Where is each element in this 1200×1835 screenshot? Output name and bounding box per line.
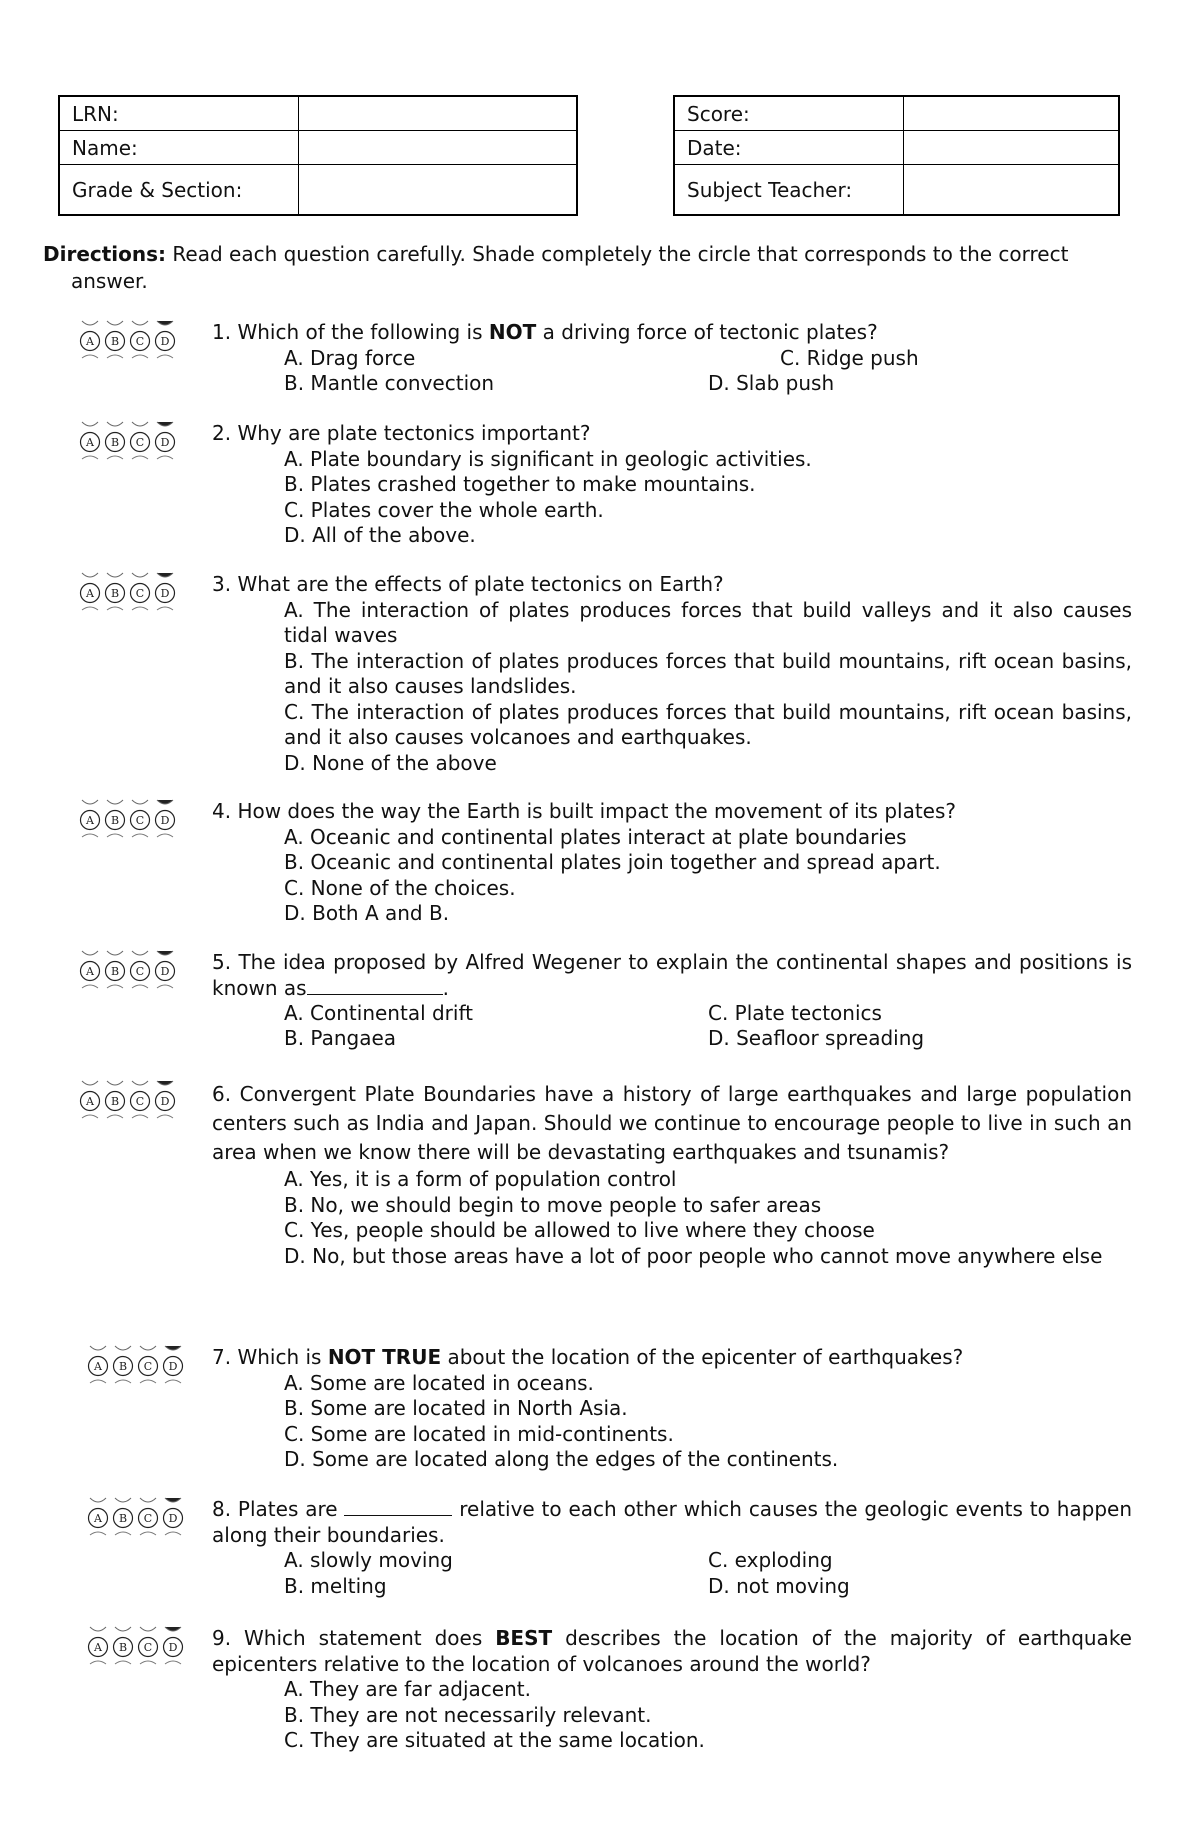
- grade-section-field[interactable]: [299, 165, 578, 216]
- answer-bubbles: [78, 1078, 178, 1128]
- bubble-letter: B: [118, 1360, 128, 1373]
- bleed-through-mark: [132, 1115, 148, 1118]
- bleed-through-mark: [165, 1498, 181, 1502]
- bleed-through-mark: [82, 355, 98, 358]
- bubble-letter: C: [135, 965, 145, 978]
- bleed-through-mark: [90, 1346, 106, 1350]
- option-a: A. Oceanic and continental plates interact at plate boundaries: [284, 824, 907, 849]
- bleed-through-mark: [82, 1081, 98, 1085]
- answer-bubble-c[interactable]: [131, 584, 150, 603]
- bleed-through-mark: [157, 456, 173, 459]
- bleed-through-mark: [107, 422, 123, 426]
- directions: [43, 241, 1163, 295]
- answer-bubble-b[interactable]: [106, 811, 125, 830]
- bleed-through-mark: [107, 355, 123, 358]
- bubble-letter: B: [110, 965, 120, 978]
- bleed-through-mark: [165, 1627, 181, 1631]
- bleed-through-mark: [140, 1346, 156, 1350]
- option-b: B. Plates crashed together to make mountains.: [284, 472, 756, 496]
- answer-bubbles: [78, 797, 178, 847]
- options: [212, 598, 1132, 777]
- answer-bubble-d[interactable]: [156, 332, 175, 351]
- bubble-letter: D: [160, 965, 170, 978]
- answer-bubbles: [78, 570, 178, 620]
- option-a: A. slowly moving: [284, 1548, 453, 1572]
- bleed-through-mark: [165, 1661, 181, 1664]
- bleed-through-mark: [132, 951, 148, 955]
- subject-teacher-label: Subject Teacher:: [674, 165, 904, 216]
- option-a: A. Plate boundary is significant in geologic activities.: [284, 446, 812, 471]
- options: [212, 1677, 1132, 1754]
- option-b: B. melting: [284, 1574, 387, 1598]
- options: [212, 1371, 1132, 1473]
- bleed-through-mark: [115, 1627, 131, 1631]
- option-d: D. None of the above: [284, 750, 497, 775]
- bleed-through-mark: [165, 1532, 181, 1535]
- lrn-field[interactable]: [299, 96, 578, 131]
- bleed-through-mark: [107, 1081, 123, 1085]
- bleed-through-mark: [157, 985, 173, 988]
- bleed-through-mark: [132, 800, 148, 804]
- bleed-through-mark: [157, 355, 173, 358]
- bubble-letter: C: [143, 1641, 153, 1654]
- option-c: C. Some are located in mid-continents.: [284, 1421, 674, 1446]
- answer-bubble-b[interactable]: [106, 1092, 125, 1111]
- score-label: Score:: [674, 96, 904, 131]
- bleed-through-mark: [82, 422, 98, 426]
- bubble-letter: C: [135, 587, 145, 600]
- bleed-through-mark: [90, 1498, 106, 1502]
- bubble-letter: C: [143, 1360, 153, 1373]
- options: [212, 825, 1132, 927]
- answer-bubble-b[interactable]: [114, 1357, 133, 1376]
- bubble-row: [78, 318, 178, 368]
- bleed-through-mark: [90, 1380, 106, 1383]
- option-d: D. All of the above.: [284, 523, 476, 547]
- bleed-through-mark: [132, 456, 148, 459]
- bleed-through-mark: [157, 1081, 173, 1085]
- answer-bubble-d[interactable]: [156, 584, 175, 603]
- option-d: D. No, but those areas have a lot of poor people who cannot move anywhere else: [284, 1243, 1103, 1268]
- bleed-through-mark: [165, 1380, 181, 1383]
- answer-bubble-d[interactable]: [164, 1638, 183, 1657]
- bleed-through-mark: [140, 1498, 156, 1502]
- bleed-through-mark: [157, 800, 173, 804]
- option-d: D. Some are located along the edges of the continents.: [284, 1447, 839, 1471]
- options: [212, 447, 1132, 549]
- answer-bubble-a[interactable]: [81, 332, 100, 351]
- question-stem: 1. Which of the following is NOT a driving force of tectonic plates?: [212, 320, 878, 344]
- options: [212, 1548, 1132, 1599]
- option-a: A. Some are located in oceans.: [284, 1370, 594, 1395]
- bleed-through-mark: [140, 1532, 156, 1535]
- bubble-letter: A: [86, 335, 94, 348]
- bleed-through-mark: [140, 1380, 156, 1383]
- answer-bubbles: [86, 1495, 186, 1545]
- bleed-through-mark: [132, 422, 148, 426]
- bubble-row: [78, 797, 178, 847]
- option-d: D. Both A and B.: [284, 901, 450, 925]
- option-c: C. Plate tectonics: [708, 1001, 882, 1025]
- bleed-through-mark: [82, 573, 98, 577]
- name-field[interactable]: [299, 131, 578, 165]
- question-stem: 9. Which statement does BEST describes the location of the majority of earthquake epicenters relative to the location of volcanoes around the world?: [212, 1626, 1132, 1676]
- question-stem: 3. What are the effects of plate tectonics on Earth?: [212, 572, 724, 596]
- answer-bubble-b[interactable]: [114, 1509, 133, 1528]
- bubble-letter: B: [110, 587, 120, 600]
- bleed-through-mark: [107, 985, 123, 988]
- bubble-letter: B: [110, 335, 120, 348]
- bubble-letter: A: [94, 1641, 102, 1654]
- bleed-through-mark: [132, 355, 148, 358]
- option-c: C. They are situated at the same location.: [284, 1728, 705, 1752]
- answer-bubble-a[interactable]: [89, 1357, 108, 1376]
- directions-text-cont: answer.: [71, 269, 148, 293]
- bleed-through-mark: [82, 607, 98, 610]
- option-a: A. They are far adjacent.: [284, 1677, 531, 1701]
- answer-bubble-d[interactable]: [156, 433, 175, 452]
- answer-bubble-c[interactable]: [131, 811, 150, 830]
- directions-label: Directions:: [43, 242, 167, 266]
- answer-bubble-b[interactable]: [106, 584, 125, 603]
- bleed-through-mark: [157, 1115, 173, 1118]
- question-stem: 5. The idea proposed by Alfred Wegener to explain the continental shapes and positions is known as .: [212, 950, 1132, 1000]
- bleed-through-mark: [157, 951, 173, 955]
- option-b: B. They are not necessarily relevant.: [284, 1702, 652, 1727]
- bleed-through-mark: [82, 1115, 98, 1118]
- question-stem: 8. Plates are relative to each other which causes the geologic events to happen along their boundaries.: [212, 1497, 1132, 1547]
- bleed-through-mark: [157, 422, 173, 426]
- bleed-through-mark: [107, 607, 123, 610]
- bubble-row: [86, 1343, 186, 1393]
- answer-bubble-b[interactable]: [106, 433, 125, 452]
- answer-bubble-a[interactable]: [81, 1092, 100, 1111]
- bleed-through-mark: [90, 1627, 106, 1631]
- answer-bubble-c[interactable]: [131, 332, 150, 351]
- bleed-through-mark: [115, 1498, 131, 1502]
- bubble-letter: A: [86, 814, 94, 827]
- answer-bubble-d[interactable]: [156, 811, 175, 830]
- answer-bubble-c[interactable]: [131, 433, 150, 452]
- answer-bubble-a[interactable]: [81, 811, 100, 830]
- bubble-letter: B: [110, 814, 120, 827]
- option-c: C. The interaction of plates produces forces that build mountains, rift ocean basins, and it also causes volcanoes and earthquakes.: [284, 699, 1132, 749]
- option-c: C. exploding: [708, 1548, 833, 1572]
- answer-bubble-d[interactable]: [164, 1509, 183, 1528]
- option-c: C. Ridge push: [780, 345, 919, 370]
- bubble-letter: B: [118, 1512, 128, 1525]
- bubble-letter: B: [118, 1641, 128, 1654]
- option-a: A. Yes, it is a form of population control: [284, 1167, 677, 1191]
- bleed-through-mark: [157, 573, 173, 577]
- bleed-through-mark: [107, 951, 123, 955]
- answer-bubble-a[interactable]: [89, 1509, 108, 1528]
- bubble-letter: C: [135, 335, 145, 348]
- answer-bubble-b[interactable]: [114, 1638, 133, 1657]
- name-label: Name:: [59, 131, 299, 165]
- option-a: A. The interaction of plates produces forces that build valleys and it also causes tidal waves: [284, 597, 1132, 647]
- bleed-through-mark: [82, 800, 98, 804]
- bleed-through-mark: [115, 1661, 131, 1664]
- answer-bubble-a[interactable]: [89, 1638, 108, 1657]
- bubble-letter: A: [94, 1360, 102, 1373]
- bleed-through-mark: [115, 1532, 131, 1535]
- bleed-through-mark: [82, 321, 98, 325]
- bubble-letter: D: [160, 587, 170, 600]
- option-c: C. None of the choices.: [284, 875, 516, 900]
- question-stem: 6. Convergent Plate Boundaries have a history of large earthquakes and large population centers such as India and Japan. Should we continue to encourage people to live in such an area when we know there will be devastating earthquakes and tsunamis?: [212, 1082, 1132, 1164]
- bubble-letter: A: [86, 587, 94, 600]
- subject-teacher-field[interactable]: [904, 165, 1120, 216]
- bubble-letter: D: [168, 1641, 178, 1654]
- bubble-letter: D: [168, 1512, 178, 1525]
- bleed-through-mark: [157, 607, 173, 610]
- answer-bubble-c[interactable]: [131, 1092, 150, 1111]
- bleed-through-mark: [157, 834, 173, 837]
- score-row: [674, 96, 1119, 131]
- option-b: B. Pangaea: [284, 1026, 397, 1050]
- bubble-letter: D: [160, 436, 170, 449]
- bleed-through-mark: [107, 800, 123, 804]
- bubble-letter: C: [143, 1512, 153, 1525]
- options: [212, 1001, 1132, 1052]
- bleed-through-mark: [115, 1380, 131, 1383]
- bleed-through-mark: [82, 456, 98, 459]
- bleed-through-mark: [107, 573, 123, 577]
- bleed-through-mark: [132, 985, 148, 988]
- bubble-letter: D: [160, 335, 170, 348]
- bleed-through-mark: [107, 834, 123, 837]
- answer-bubble-d[interactable]: [164, 1357, 183, 1376]
- bubble-row: [78, 419, 178, 469]
- option-a: A. Continental drift: [284, 1001, 473, 1025]
- date-field[interactable]: [904, 131, 1120, 165]
- option-b: B. Mantle convection: [284, 370, 495, 395]
- bleed-through-mark: [107, 456, 123, 459]
- question-stem: 2. Why are plate tectonics important?: [212, 421, 591, 445]
- option-c: C. Plates cover the whole earth.: [284, 497, 604, 522]
- bubble-row: [86, 1624, 186, 1674]
- option-b: B. Some are located in North Asia.: [284, 1396, 628, 1420]
- answer-bubbles: [78, 318, 178, 368]
- bubble-row: [78, 1078, 178, 1128]
- bleed-through-mark: [140, 1661, 156, 1664]
- option-a: A. Drag force: [284, 345, 416, 370]
- bubble-letter: C: [135, 436, 145, 449]
- bubble-letter: A: [86, 436, 94, 449]
- bubble-letter: B: [110, 436, 120, 449]
- score-info-table: [673, 95, 1120, 216]
- answer-blank[interactable]: [344, 1497, 452, 1516]
- score-field[interactable]: [904, 96, 1120, 131]
- bleed-through-mark: [132, 607, 148, 610]
- bleed-through-mark: [107, 1115, 123, 1118]
- bubble-letter: B: [110, 1095, 120, 1108]
- bleed-through-mark: [82, 834, 98, 837]
- option-b: B. The interaction of plates produces forces that build mountains, rift ocean basins, and it also causes landslides.: [284, 648, 1132, 698]
- option-d: D. Slab push: [708, 370, 835, 395]
- bubble-letter: A: [94, 1512, 102, 1525]
- lrn-row: [59, 96, 577, 131]
- answer-bubble-d[interactable]: [156, 962, 175, 981]
- answer-bubble-c[interactable]: [139, 1638, 158, 1657]
- options: [212, 346, 1132, 397]
- answer-bubble-c[interactable]: [131, 962, 150, 981]
- question-stem: 7. Which is NOT TRUE about the location of the epicenter of earthquakes?: [212, 1345, 964, 1369]
- date-row: [674, 131, 1119, 165]
- bleed-through-mark: [132, 573, 148, 577]
- student-info-table: [58, 95, 578, 216]
- bleed-through-mark: [165, 1346, 181, 1350]
- options: [212, 1167, 1132, 1269]
- option-d: D. not moving: [708, 1574, 850, 1598]
- bleed-through-mark: [90, 1532, 106, 1535]
- answer-bubbles: [78, 419, 178, 469]
- bleed-through-mark: [132, 1081, 148, 1085]
- lrn-label: LRN:: [59, 96, 299, 131]
- bubble-letter: D: [160, 814, 170, 827]
- name-row: [59, 131, 577, 165]
- bleed-through-mark: [82, 985, 98, 988]
- bubble-letter: D: [160, 1095, 170, 1108]
- answer-bubble-a[interactable]: [81, 584, 100, 603]
- bleed-through-mark: [132, 321, 148, 325]
- bubble-letter: A: [86, 1095, 94, 1108]
- answer-bubbles: [86, 1343, 186, 1393]
- grade-section-row: [59, 165, 577, 216]
- bubble-letter: C: [135, 814, 145, 827]
- bleed-through-mark: [82, 951, 98, 955]
- answer-bubble-b[interactable]: [106, 962, 125, 981]
- directions-text: Read each question carefully. Shade completely the circle that corresponds to the correct: [166, 242, 1069, 266]
- bubble-letter: D: [168, 1360, 178, 1373]
- answer-bubbles: [78, 948, 178, 998]
- option-d: D. Seafloor spreading: [708, 1026, 925, 1050]
- date-label: Date:: [674, 131, 904, 165]
- bubble-row: [78, 570, 178, 620]
- bubble-row: [86, 1495, 186, 1545]
- answer-blank[interactable]: [307, 976, 443, 995]
- option-b: B. No, we should begin to move people to safer areas: [284, 1192, 822, 1217]
- answer-bubbles: [86, 1624, 186, 1674]
- answer-bubble-a[interactable]: [81, 433, 100, 452]
- answer-bubble-c[interactable]: [139, 1357, 158, 1376]
- question-stem: 4. How does the way the Earth is built impact the movement of its plates?: [212, 799, 957, 823]
- answer-bubble-d[interactable]: [156, 1092, 175, 1111]
- bleed-through-mark: [157, 321, 173, 325]
- grade-section-label: Grade & Section:: [59, 165, 299, 216]
- bleed-through-mark: [132, 834, 148, 837]
- bleed-through-mark: [115, 1346, 131, 1350]
- bleed-through-mark: [90, 1661, 106, 1664]
- bubble-letter: C: [135, 1095, 145, 1108]
- option-c: C. Yes, people should be allowed to live where they choose: [284, 1218, 875, 1242]
- option-b: B. Oceanic and continental plates join together and spread apart.: [284, 850, 941, 874]
- bubble-letter: A: [86, 965, 94, 978]
- bleed-through-mark: [140, 1627, 156, 1631]
- bubble-row: [78, 948, 178, 998]
- answer-bubble-b[interactable]: [106, 332, 125, 351]
- answer-bubble-c[interactable]: [139, 1509, 158, 1528]
- bleed-through-mark: [107, 321, 123, 325]
- answer-bubble-a[interactable]: [81, 962, 100, 981]
- subject-teacher-row: [674, 165, 1119, 216]
